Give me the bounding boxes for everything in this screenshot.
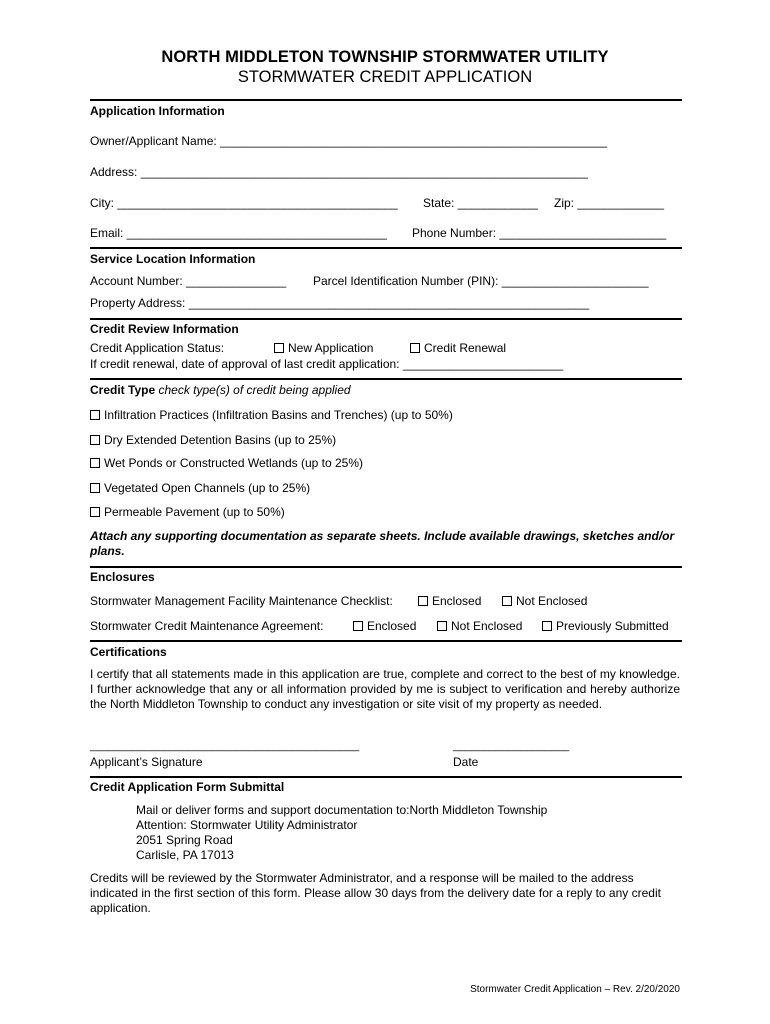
section-rule [90, 247, 682, 249]
credit-option-permeable-pavement[interactable] [90, 505, 285, 519]
section-rule [90, 318, 682, 320]
section-heading-service-location: Service Location Information [90, 252, 256, 266]
checklist-not-enclosed-option[interactable] [502, 594, 587, 608]
parcel-id-field[interactable]: Parcel Identification Number (PIN): ______________________ [313, 274, 649, 288]
mailing-line-3: 2051 Spring Road [136, 833, 233, 847]
credit-option-wet-ponds[interactable] [90, 456, 363, 470]
checkbox-icon[interactable] [437, 621, 447, 631]
agreement-not-enclosed-option[interactable] [437, 619, 522, 633]
signature-line[interactable]: ____________________________________________ [90, 740, 360, 752]
checklist-label: Stormwater Management Facility Maintenance Checklist: [90, 594, 393, 608]
enclosed-label: Enclosed [367, 619, 417, 633]
agreement-enclosed-option[interactable] [353, 619, 416, 633]
checkbox-icon[interactable] [274, 343, 284, 353]
mailing-line-2: Attention: Stormwater Utility Administrator [136, 818, 358, 832]
owner-name-field[interactable]: Owner/Applicant Name: __________________________________________________________ [90, 134, 608, 148]
credit-type-hint: check type(s) of credit being applied [158, 383, 351, 397]
checklist-enclosed-option[interactable] [418, 594, 481, 608]
checkbox-icon[interactable] [90, 435, 100, 445]
not-enclosed-label: Not Enclosed [516, 594, 588, 608]
section-heading-submittal: Credit Application Form Submittal [90, 780, 285, 794]
form-subtitle: STORMWATER CREDIT APPLICATION [237, 68, 533, 86]
property-address-field[interactable]: Property Address: ____________________________________________________________ [90, 296, 590, 310]
agreement-label: Stormwater Credit Maintenance Agreement: [90, 619, 324, 633]
credit-renewal-label: Credit Renewal [424, 341, 507, 355]
certification-text: I certify that all statements made in this application are true, complete and correct to the best of my knowledge. I further acknowledge that any or all information provided by me is subject to verification and hereby authorize the North Middleton Township to conduct any investigation or site visit of my property as needed. [90, 667, 680, 711]
email-field[interactable]: Email: _______________________________________ [90, 226, 387, 240]
credit-renewal-option[interactable] [410, 341, 506, 355]
credit-option-vegetated-channels[interactable] [90, 481, 310, 495]
credit-option-label: Vegetated Open Channels (up to 25%) [104, 481, 311, 495]
checkbox-icon[interactable] [542, 621, 552, 631]
previously-submitted-label: Previously Submitted [556, 619, 669, 633]
status-label: Credit Application Status: [90, 341, 225, 355]
checkbox-icon[interactable] [90, 507, 100, 517]
date-line[interactable]: ___________________ [453, 740, 570, 752]
credit-option-dry-basins[interactable] [90, 433, 336, 447]
form-title: NORTH MIDDLETON TOWNSHIP STORMWATER UTILITY [161, 48, 609, 66]
credit-type-heading: Credit Type [90, 383, 156, 397]
credit-option-label: Permeable Pavement (up to 50%) [104, 505, 285, 519]
credit-option-label: Wet Ponds or Constructed Wetlands (up to 25%) [104, 456, 364, 470]
checkbox-icon[interactable] [410, 343, 420, 353]
new-application-option[interactable] [274, 341, 373, 355]
section-heading-credit-review: Credit Review Information [90, 322, 239, 336]
checkbox-icon[interactable] [502, 596, 512, 606]
enclosed-label: Enclosed [432, 594, 482, 608]
checkbox-icon[interactable] [418, 596, 428, 606]
section-rule [90, 378, 682, 380]
section-heading-certifications: Certifications [90, 645, 167, 659]
agreement-previously-submitted-option[interactable] [542, 619, 669, 633]
checkbox-icon[interactable] [353, 621, 363, 631]
section-rule [90, 776, 682, 778]
phone-field[interactable]: Phone Number: _________________________ [412, 226, 667, 240]
zip-field[interactable]: Zip: _____________ [554, 196, 665, 210]
checkbox-icon[interactable] [90, 458, 100, 468]
section-heading-enclosures: Enclosures [90, 570, 155, 584]
section-heading-application: Application Information [90, 104, 225, 118]
mailing-line-1: Mail or deliver forms and support documentation to:North Middleton Township [136, 803, 548, 817]
section-heading-credit-type [90, 383, 682, 397]
section-rule [90, 566, 682, 568]
renewal-date-field[interactable]: If credit renewal, date of approval of last credit application: ________________________ [90, 357, 564, 371]
checkbox-icon[interactable] [90, 483, 100, 493]
credit-option-label: Dry Extended Detention Basins (up to 25%) [104, 433, 337, 447]
checkbox-icon[interactable] [90, 410, 100, 420]
state-field[interactable]: State: ____________ [423, 196, 538, 210]
attach-note: Attach any supporting documentation as separate sheets. Include available drawings, sketches and/or plans. [90, 529, 675, 558]
credit-option-infiltration[interactable] [90, 408, 453, 422]
new-application-label: New Application [288, 341, 374, 355]
footer-revision: Stormwater Credit Application – Rev. 2/20/2020 [470, 984, 680, 995]
account-number-field[interactable]: Account Number: _______________ [90, 274, 287, 288]
section-rule [90, 640, 682, 642]
review-text: Credits will be reviewed by the Stormwater Administrator, and a response will be mailed to the address indicated in the first section of this form. Please allow 30 days from the delivery date for a reply to any credit application. [90, 871, 661, 915]
signature-label: Applicant’s Signature [90, 755, 203, 769]
address-field[interactable]: Address: ___________________________________________________________________ [90, 165, 588, 179]
mailing-line-4: Carlisle, PA 17013 [136, 848, 234, 862]
not-enclosed-label: Not Enclosed [451, 619, 523, 633]
city-field[interactable]: City: __________________________________________ [90, 196, 398, 210]
section-rule [90, 99, 682, 101]
credit-option-label: Infiltration Practices (Infiltration Basins and Trenches) (up to 50%) [104, 408, 453, 422]
date-label: Date [453, 755, 479, 769]
